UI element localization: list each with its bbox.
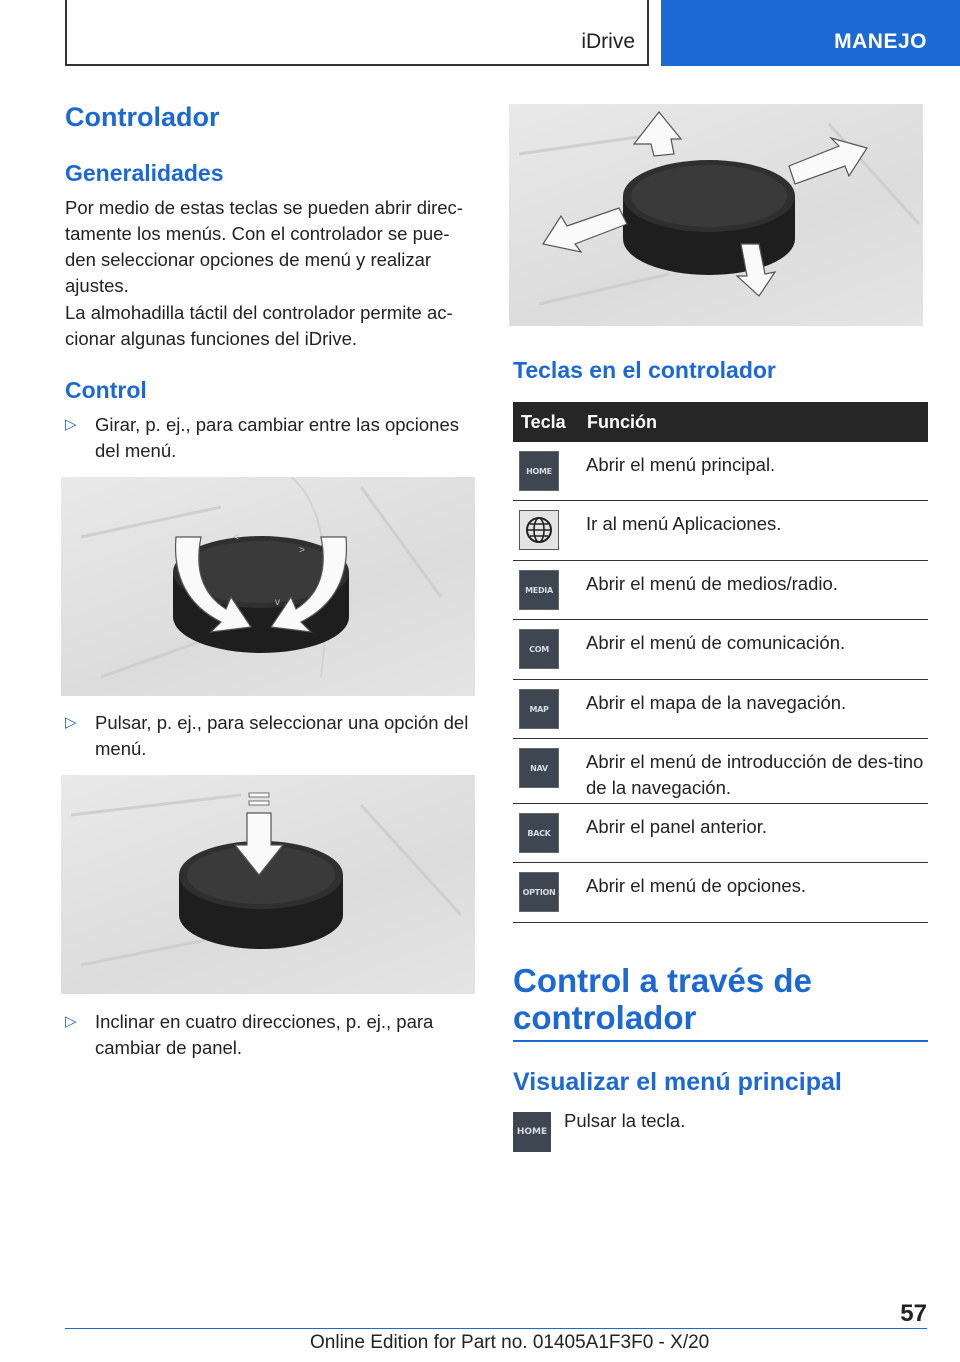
bullet-tilt	[65, 1009, 480, 1061]
section-rule	[513, 1040, 928, 1042]
bullet-press	[65, 710, 480, 762]
footer-edition: Online Edition for Part no. 01405A1F3F0 - X/20	[310, 1332, 710, 1353]
row-function-text: Abrir el menú de opciones.	[586, 875, 807, 896]
svg-text:>: >	[299, 545, 305, 556]
header-section-title: iDrive	[581, 30, 635, 53]
triangle-bullet-icon: ▷	[65, 416, 77, 433]
table-row	[513, 501, 928, 561]
table-row	[513, 804, 928, 863]
controller-rotate-image	[61, 477, 475, 696]
option-key-icon: OPTION	[519, 872, 559, 912]
keys-table	[513, 402, 928, 923]
instruction-text: Pulsar la tecla.	[564, 1110, 686, 1131]
triangle-bullet-icon: ▷	[65, 714, 77, 731]
svg-text:<: <	[233, 532, 239, 543]
controller-tilt-image	[509, 104, 923, 326]
table-row	[513, 863, 928, 923]
bullet-rotate-text: Girar, p. ej., para cambiar entre las opciones del menú.	[95, 414, 460, 461]
svg-text:v: v	[275, 597, 280, 608]
paragraph-touchpad: La almohadilla táctil del controlador permite ac-cionar algunas funciones del iDrive.	[65, 302, 453, 349]
triangle-bullet-icon: ▷	[65, 1013, 77, 1030]
table-row	[513, 739, 928, 804]
table-row	[513, 620, 928, 680]
bullet-press-text: Pulsar, p. ej., para seleccionar una opción del menú.	[95, 712, 469, 759]
row-function-text: Abrir el panel anterior.	[586, 816, 767, 837]
home-key-icon: HOME	[519, 451, 559, 491]
controller-tilt-illustration	[509, 104, 923, 326]
heading-control-via-controller: Control a través de controlador	[513, 962, 812, 1036]
row-function-text: Ir al menú Aplicaciones.	[586, 513, 782, 534]
bullet-rotate	[65, 412, 480, 464]
heading-controller-keys: Teclas en el controlador	[513, 357, 776, 383]
nav-key-icon: NAV	[519, 748, 559, 788]
header-chapter-tab[interactable]	[661, 0, 960, 66]
heading-general: Generalidades	[65, 160, 224, 186]
paragraph-intro: Por medio de estas teclas se pueden abrir direc-tamente los menús. Con el controlador se pue-den seleccionar opciones de menú y realizar ajustes.	[65, 197, 463, 296]
page-number: 57	[900, 1300, 927, 1327]
bullet-tilt-text: Inclinar en cuatro direcciones, p. ej., para cambiar de panel.	[95, 1011, 434, 1058]
header-chapter-title: MANEJO	[834, 30, 927, 53]
map-key-icon: MAP	[519, 689, 559, 729]
table-row	[513, 680, 928, 739]
controller-rotate-illustration	[61, 477, 475, 696]
footer-rule	[65, 1328, 927, 1329]
keys-table-header	[513, 402, 928, 442]
heading-control: Control	[65, 377, 147, 403]
media-key-icon: MEDIA	[519, 570, 559, 610]
back-key-icon: BACK	[519, 813, 559, 853]
column-key: Tecla	[521, 412, 566, 432]
heading-show-main-menu: Visualizar el menú principal	[513, 1068, 842, 1096]
row-function-text: Abrir el menú de introducción de des-tino de la navegación.	[586, 751, 924, 798]
controller-press-image	[61, 775, 475, 994]
table-row	[513, 561, 928, 620]
header-section-box	[65, 0, 649, 66]
page-title: Controlador	[65, 102, 220, 132]
table-row	[513, 442, 928, 501]
controller-press-illustration	[61, 775, 475, 994]
row-function-text: Abrir el menú principal.	[586, 454, 776, 475]
com-key-icon: COM	[519, 629, 559, 669]
column-function: Función	[587, 412, 657, 432]
home-key-icon: HOME	[513, 1112, 551, 1152]
row-function-text: Abrir el menú de comunicación.	[586, 632, 846, 653]
row-function-text: Abrir el menú de medios/radio.	[586, 573, 838, 594]
row-function-text: Abrir el mapa de la navegación.	[586, 692, 847, 713]
apps-globe-icon	[519, 510, 559, 550]
